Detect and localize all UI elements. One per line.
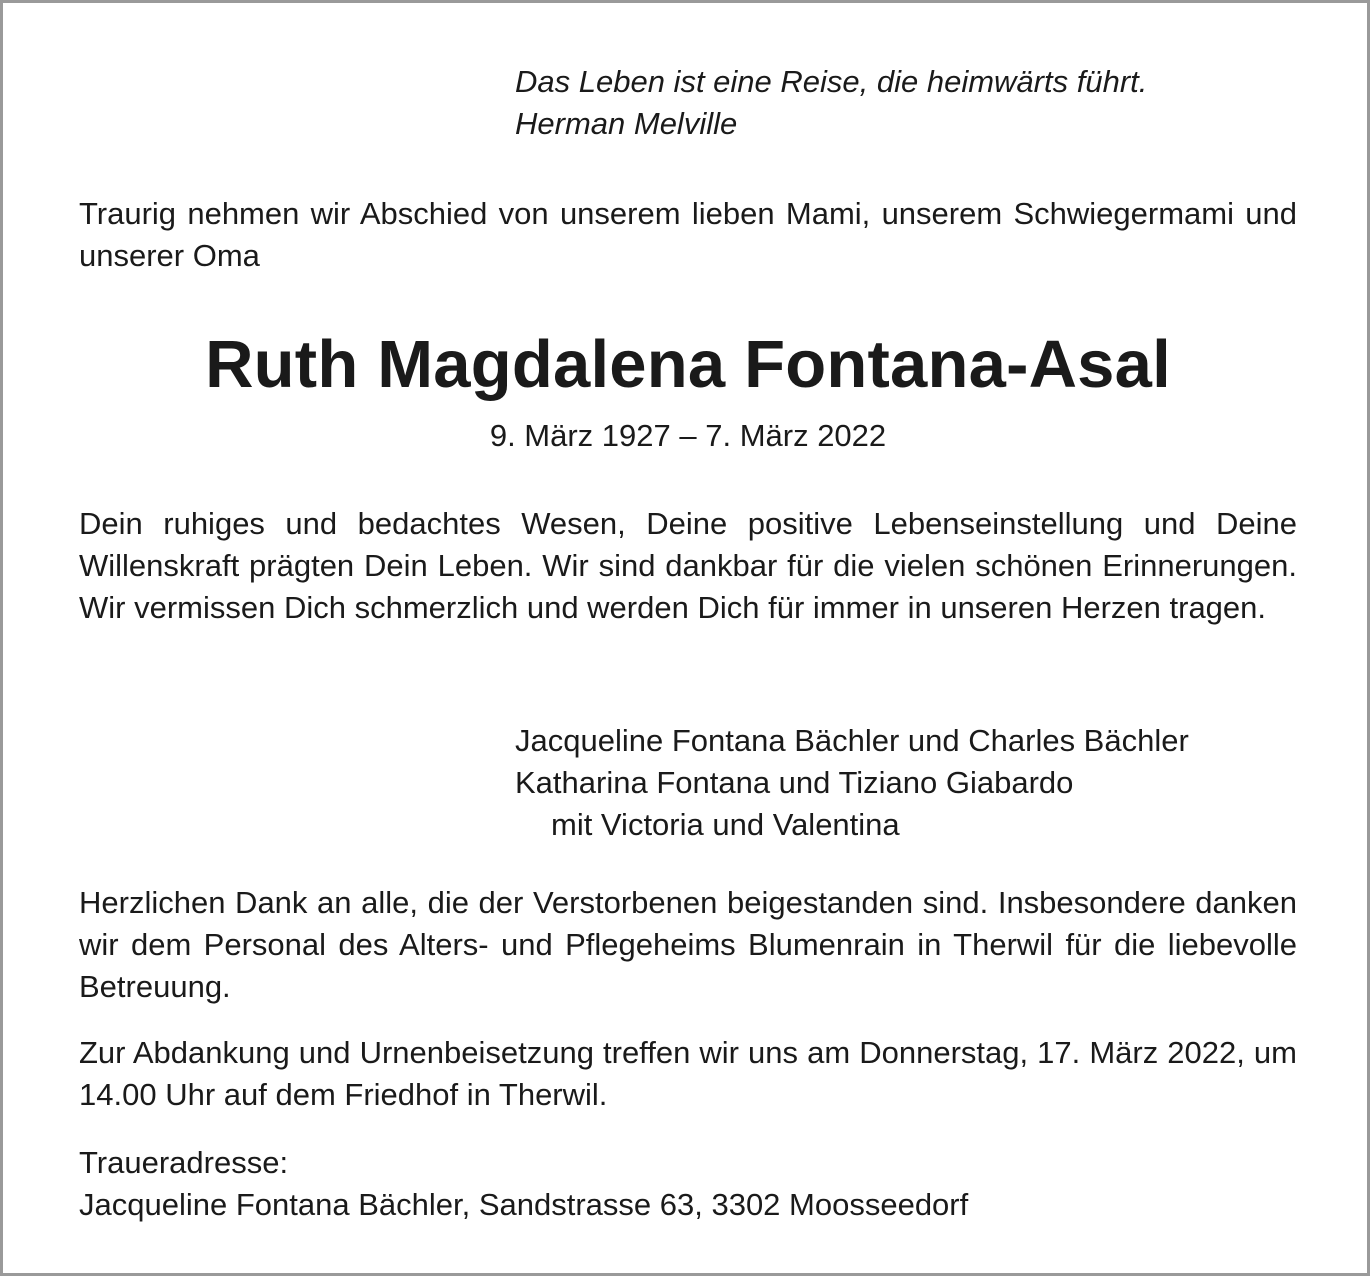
thanks-text: Herzlichen Dank an alle, die der Verstorbenen beigestanden sind. Insbesondere danken wir dem Personal des Alters- und Pflegeheims Blumenrain in Therwil für die liebevolle Betreuung. [79, 885, 1297, 1004]
address-value: Jacqueline Fontana Bächler, Sandstrasse 63, 3302 Moosseedorf [79, 1187, 969, 1222]
epigraph-quote [515, 61, 1147, 145]
ceremony-text: Zur Abdankung und Urnenbeisetzung treffen wir uns am Donnerstag, 17. März 2022, um 14.00 Uhr auf dem Friedhof in Therwil. [79, 1035, 1297, 1112]
tribute-text: Dein ruhiges und bedachtes Wesen, Deine positive Lebenseinstellung und Deine Willenskraft prägten Dein Leben. Wir sind dankbar für die vielen schönen Erinnerungen. Wir vermissen Dich schmerzlich und werden Dich für immer in unseren Herzen tragen. [79, 506, 1297, 625]
mourning-address [79, 1142, 1297, 1226]
signer-line: Jacqueline Fontana Bächler und Charles Bächler [515, 723, 1189, 758]
quote-text: Das Leben ist eine Reise, die heimwärts führt. [515, 64, 1148, 99]
quote-author: Herman Melville [515, 106, 738, 141]
signers-list [515, 720, 1189, 846]
address-label: Traueradresse: [79, 1145, 289, 1180]
signer-line: mit Victoria und Valentina [551, 807, 900, 842]
deceased-name: Ruth Magdalena Fontana-Asal [205, 327, 1171, 402]
life-dates: 9. März 1927 – 7. März 2022 [489, 418, 887, 453]
signer-line: Katharina Fontana und Tiziano Giabardo [515, 765, 1074, 800]
intro-text: Traurig nehmen wir Abschied von unserem lieben Mami, unserem Schwiegermami und unserer Oma [79, 196, 1297, 273]
